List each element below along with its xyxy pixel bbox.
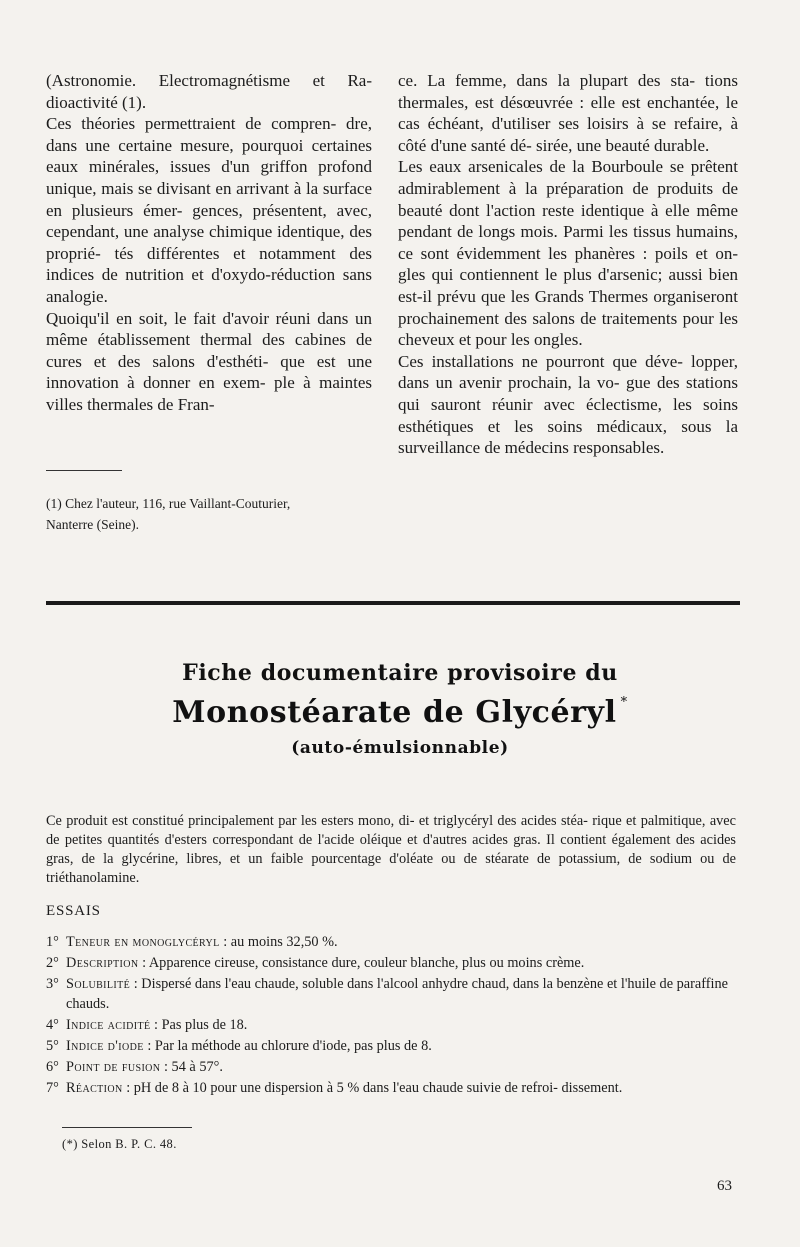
fiche-title-line1: Fiche documentaire provisoire du [182, 660, 618, 686]
fiche-intro: Ce produit est constitué principalement par les esters mono, di- et triglycéryl des acides stéa- rique et palmitique, avec de petites quantités d'esters correspondant de l'acide oléique et d'autres acides gras. Il contient également des acides gras, de la glycérine, libres, et un faible pourcentage d'oléate ou de stéarate de potassium, de sodium ou de triéthanolamine. [46, 813, 736, 886]
fiche-title-star: * [620, 695, 628, 710]
left-footnote [46, 493, 382, 535]
essai-value: : Apparence cireuse, consistance dure, couleur blanche, plus ou moins crème. [138, 955, 585, 971]
essai-number: 4° [46, 1016, 59, 1033]
essai-item [46, 1058, 736, 1078]
essai-item [46, 1037, 736, 1057]
essai-item [46, 1079, 736, 1099]
essai-item [46, 975, 736, 1014]
left-paragraph: (Astronomie. Electromagnétisme et Ra- dioactivité (1). [46, 71, 372, 112]
essai-text [66, 1037, 736, 1057]
footnote-line: (1) Chez l'auteur, 116, rue Vaillant-Couturier, [46, 496, 291, 511]
essai-value: : 54 à 57°. [160, 1058, 223, 1075]
essai-value: : Dispersé dans l'eau chaude, soluble dans l'alcool anhydre chaud, dans la benzène et l'huile de paraffine chauds. [66, 976, 728, 1012]
essai-number: 5° [46, 1037, 59, 1054]
footnote-divider [62, 1127, 192, 1128]
essai-text [66, 1058, 736, 1078]
essai-item [46, 954, 736, 974]
essai-number: 3° [46, 976, 59, 992]
essai-item [46, 933, 736, 953]
essai-value: : Par la méthode au chlorure d'iode, pas plus de 8. [143, 1037, 432, 1054]
essai-text [66, 954, 736, 974]
essai-label: Indice acidité [66, 1016, 151, 1033]
footnote-line: Nanterre (Seine). [46, 517, 139, 532]
page-number: 63 [717, 1178, 732, 1194]
left-paragraph: Quoiqu'il en soit, le fait d'avoir réuni dans un même établissement thermal des cabines de cures et des salons d'esthéti- que est une innovation à donner en exem- ple à maintes villes thermales de Fran- [46, 308, 372, 414]
left-paragraph: Ces théories permettraient de compren- dre, dans une certaine mesure, pourquoi certaines eaux minérales, issues d'un griffon profond unique, mais se divisant en arrivant à la surface en plusieurs émer- gences, présentent, avec, cependant, une analyse chimique identique, des proprié- tés différentes et notamment des indices de nutrition et d'oxydo-réduction sans analogie. [46, 114, 372, 306]
essai-text [66, 933, 736, 953]
essai-text [66, 1079, 736, 1099]
essai-label: Description [66, 955, 139, 971]
essai-label: Point de fusion [66, 1058, 161, 1075]
essais-heading: ESSAIS [46, 903, 101, 919]
essai-number: 1° [46, 934, 59, 950]
essai-number: 6° [46, 1058, 59, 1075]
essai-value: : Pas plus de 18. [150, 1016, 248, 1033]
essais-list [46, 933, 736, 1100]
essai-label: Indice d'iode [66, 1037, 144, 1054]
right-paragraph: Ces installations ne pourront que déve- lopper, dans un avenir prochain, la vo- gue des stations qui sauront réunir avec éclectisme, les soins esthétiques et les soins médicaux, sous la surveillance de médecins responsables. [398, 351, 738, 458]
right-paragraph: ce. La femme, dans la plupart des sta- tions thermales, est désœuvrée : elle est enchantée, le cas échéant, d'utiliser ses loisirs à se refaire, à côté d'une santé dé- sirée, une beauté durable. [398, 71, 738, 155]
fiche-footnote: (*) Selon B. P. C. 48. [62, 1137, 177, 1151]
essai-text [66, 975, 736, 1014]
right-paragraph: Les eaux arsenicales de la Bourboule se prêtent admirablement à la préparation de produits de beauté dont l'action reste identique à elle même pendant de longs mois. Parmi les tissus humains, ce sont évidemment les phanères : poils et on- gles qui contiennent le plus d'arsenic; aussi bien est-il prévu que les Grands Thermes organiseront prochainement des salons de traitements pour les cheveux et pour les ongles. [398, 157, 738, 350]
fiche-title-line3: (auto-émulsionnable) [291, 738, 509, 758]
essai-item [46, 1016, 736, 1036]
essai-number: 2° [46, 955, 59, 971]
fiche-title-line2 [0, 695, 800, 730]
essai-label: Teneur en monoglycéryl [66, 934, 220, 950]
essai-value: : au moins 32,50 %. [219, 934, 338, 950]
section-divider [46, 601, 740, 605]
footnote-divider [46, 470, 122, 471]
essai-label: Réaction [66, 1079, 123, 1096]
right-column [398, 70, 738, 459]
essai-label: Solubilité [66, 976, 131, 992]
fiche-title-main: Monostéarate de Glycéryl [172, 695, 617, 730]
left-column [46, 70, 372, 416]
essai-number: 7° [46, 1079, 59, 1096]
essai-value: : pH de 8 à 10 pour une dispersion à 5 % dans l'eau chaude suivie de refroi- dissement. [122, 1079, 623, 1096]
essai-text [66, 1016, 736, 1036]
